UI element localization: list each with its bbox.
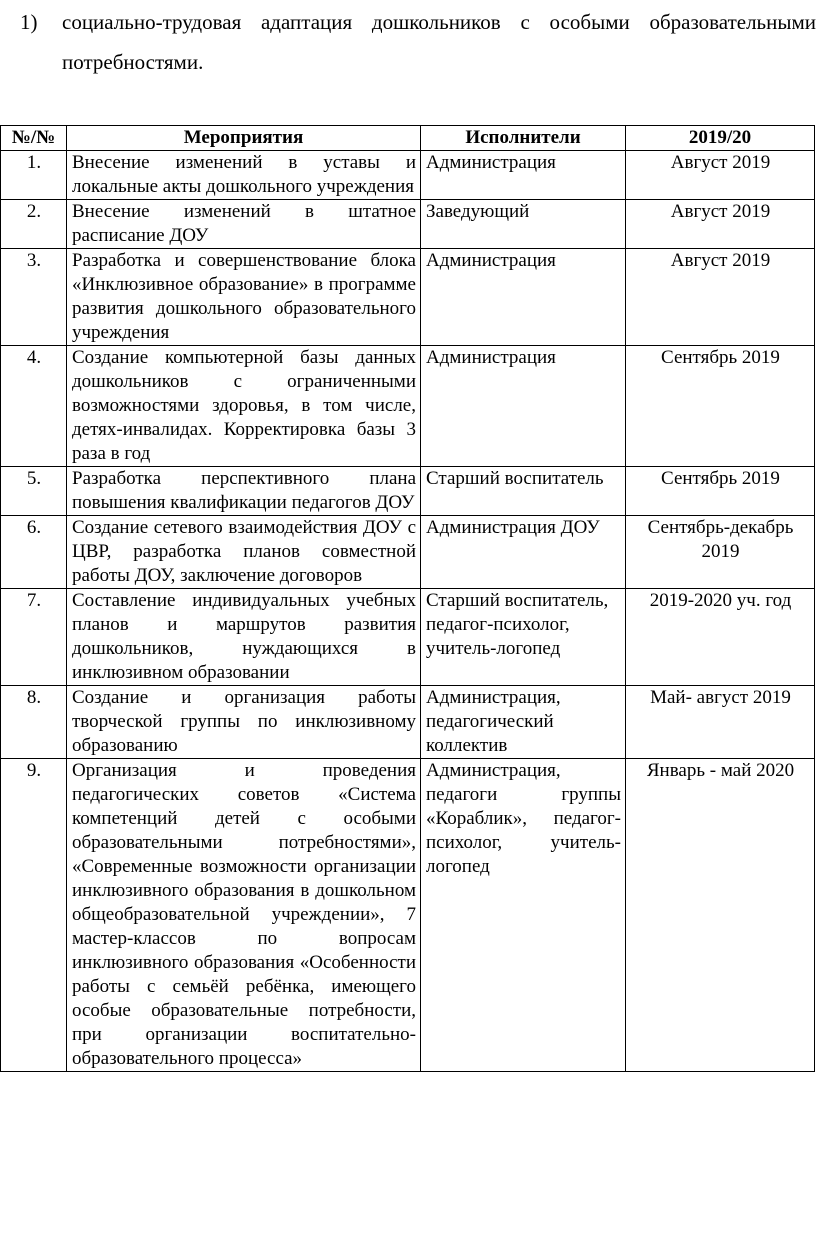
header-number: №/№	[1, 126, 67, 151]
table-row	[1, 151, 815, 200]
row-date: Сентябрь-декабрь 2019	[626, 516, 815, 589]
row-number: 2.	[1, 200, 67, 249]
table-row	[1, 200, 815, 249]
row-executors: Администрация	[421, 249, 626, 346]
table-row	[1, 516, 815, 589]
row-executors: Старший воспитатель	[421, 467, 626, 516]
table-row	[1, 467, 815, 516]
row-executors: Администрация ДОУ	[421, 516, 626, 589]
row-number: 3.	[1, 249, 67, 346]
row-number: 8.	[1, 686, 67, 759]
table-row	[1, 589, 815, 686]
row-activity: Создание и организация работы творческой группы по инклюзивному образованию	[67, 686, 421, 759]
row-number: 5.	[1, 467, 67, 516]
row-date: Май- август 2019	[626, 686, 815, 759]
header-executors: Исполнители	[421, 126, 626, 151]
activities-table	[0, 125, 815, 1072]
table-row	[1, 346, 815, 467]
row-executors: Администрация, педагогический коллектив	[421, 686, 626, 759]
row-activity: Разработка и совершенствование блока «Инклюзивное образование» в программе развития дошкольного образовательного учреждения	[67, 249, 421, 346]
row-executors: Заведующий	[421, 200, 626, 249]
row-executors: Старший воспитатель, педагог-психолог, учитель-логопед	[421, 589, 626, 686]
header-activities: Мероприятия	[67, 126, 421, 151]
table-header-row	[1, 126, 815, 151]
table-row	[1, 249, 815, 346]
row-activity: Разработка перспективного плана повышения квалификации педагогов ДОУ	[67, 467, 421, 516]
table-row	[1, 686, 815, 759]
table-row	[1, 759, 815, 1072]
row-date: 2019-2020 уч. год	[626, 589, 815, 686]
row-executors: Администрация	[421, 151, 626, 200]
row-activity: Внесение изменений в уставы и локальные акты дошкольного учреждения	[67, 151, 421, 200]
row-executors: Администрация, педагоги группы «Кораблик», педагог-психолог, учитель-логопед	[421, 759, 626, 1072]
row-activity: Внесение изменений в штатное расписание ДОУ	[67, 200, 421, 249]
row-number: 1.	[1, 151, 67, 200]
row-number: 9.	[1, 759, 67, 1072]
row-date: Сентябрь 2019	[626, 467, 815, 516]
header-period: 2019/20	[626, 126, 815, 151]
row-activity: Создание компьютерной базы данных дошкольников с ограниченными возможностями здоровья, в том числе, детях-инвалидах. Корректировка базы 3 раза в год	[67, 346, 421, 467]
heading-number: 1)	[20, 10, 38, 34]
row-date: Январь - май 2020	[626, 759, 815, 1072]
row-number: 7.	[1, 589, 67, 686]
row-activity: Организация и проведения педагогических советов «Система компетенций детей с особыми образовательными потребностями», «Современные возможности организации инклюзивного образования в дошкольном общеобразовательной учреждении», 7 мастер-классов по вопросам инклюзивного образования «Особенности работы с семьёй ребёнка, имеющего особые образовательные потребности, при организации воспитательно-образовательного процесса»	[67, 759, 421, 1072]
row-activity: Составление индивидуальных учебных планов и маршрутов развития дошкольников, нуждающихся в инклюзивном образовании	[67, 589, 421, 686]
row-number: 6.	[1, 516, 67, 589]
row-activity: Создание сетевого взаимодействия ДОУ с ЦВР, разработка планов совместной работы ДОУ, заключение договоров	[67, 516, 421, 589]
section-heading	[20, 2, 816, 82]
row-date: Август 2019	[626, 151, 815, 200]
row-date: Август 2019	[626, 200, 815, 249]
heading-text: социально-трудовая адаптация дошкольников с особыми образовательными потребностями.	[62, 10, 816, 74]
row-date: Сентябрь 2019	[626, 346, 815, 467]
row-date: Август 2019	[626, 249, 815, 346]
row-executors: Администрация	[421, 346, 626, 467]
row-number: 4.	[1, 346, 67, 467]
